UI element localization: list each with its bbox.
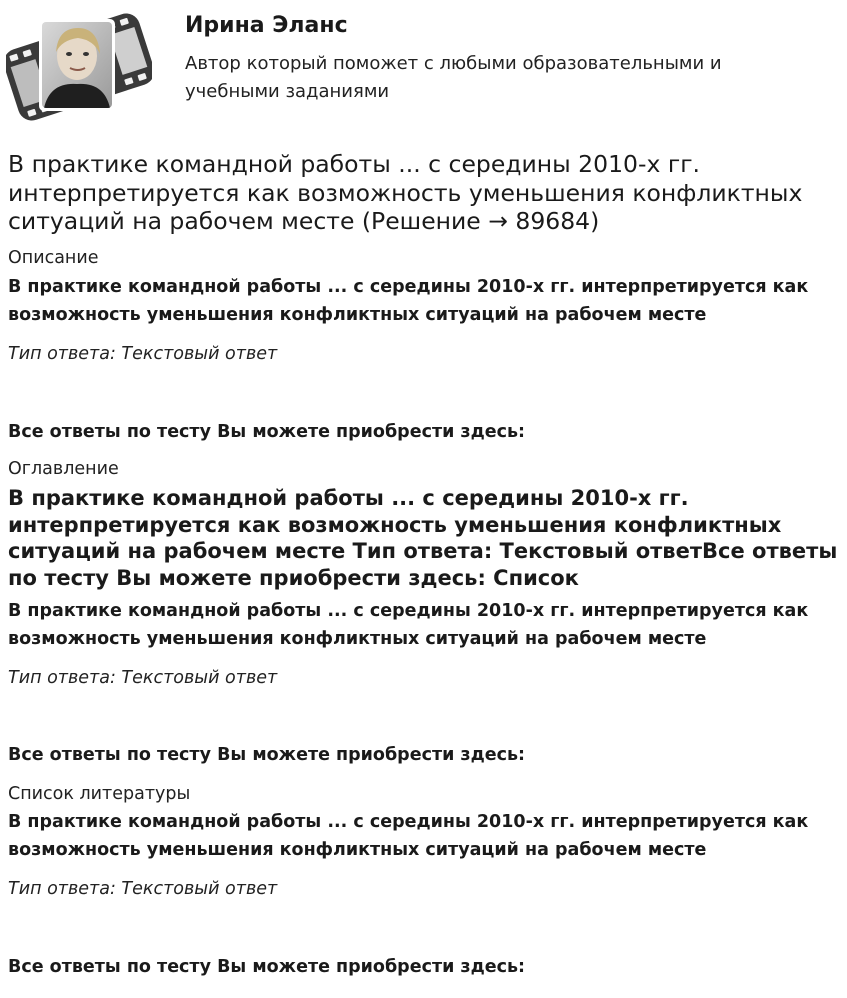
author-card [0,0,847,130]
bibliography-heading: Список литературы [8,784,191,804]
toc-heading: Оглавление [8,459,119,479]
page-title: В практике командной работы ... с середины 2010-х гг. интерпретируется как возможность уменьшения конфликтных ситуаций на рабочем месте (Решение → 89684) [8,150,803,235]
bibliography-answer-type: Тип ответа: Текстовый ответ [8,879,278,899]
description-heading: Описание [8,248,99,268]
author-bio: Автор который поможет с любыми образовательными и учебными заданиями [185,53,722,102]
description-question: В практике командной работы ... с середины 2010-х гг. интерпретируется как возможность уменьшения конфликтных ситуаций на рабочем месте [8,277,809,325]
toc-title: В практике командной работы ... с середины 2010-х гг. интерпретируется как возможность уменьшения конфликтных ситуаций на рабочем месте Тип ответа: Текстовый ответВсе ответы по тесту Вы можете приобрести здесь: Список [8,486,838,590]
toc-purchase-text: Все ответы по тесту Вы можете приобрести здесь: [8,745,526,765]
bibliography-purchase-text: Все ответы по тесту Вы можете приобрести здесь: [8,957,526,977]
author-avatar-icon[interactable] [6,8,152,126]
toc-question: В практике командной работы ... с середины 2010-х гг. интерпретируется как возможность уменьшения конфликтных ситуаций на рабочем месте [8,601,809,649]
description-purchase-text: Все ответы по тесту Вы можете приобрести здесь: [8,422,526,442]
author-name[interactable]: Ирина Эланс [185,13,348,38]
toc-answer-type: Тип ответа: Текстовый ответ [8,668,278,688]
bibliography-question: В практике командной работы ... с середины 2010-х гг. интерпретируется как возможность уменьшения конфликтных ситуаций на рабочем месте [8,812,809,860]
description-answer-type: Тип ответа: Текстовый ответ [8,344,278,364]
